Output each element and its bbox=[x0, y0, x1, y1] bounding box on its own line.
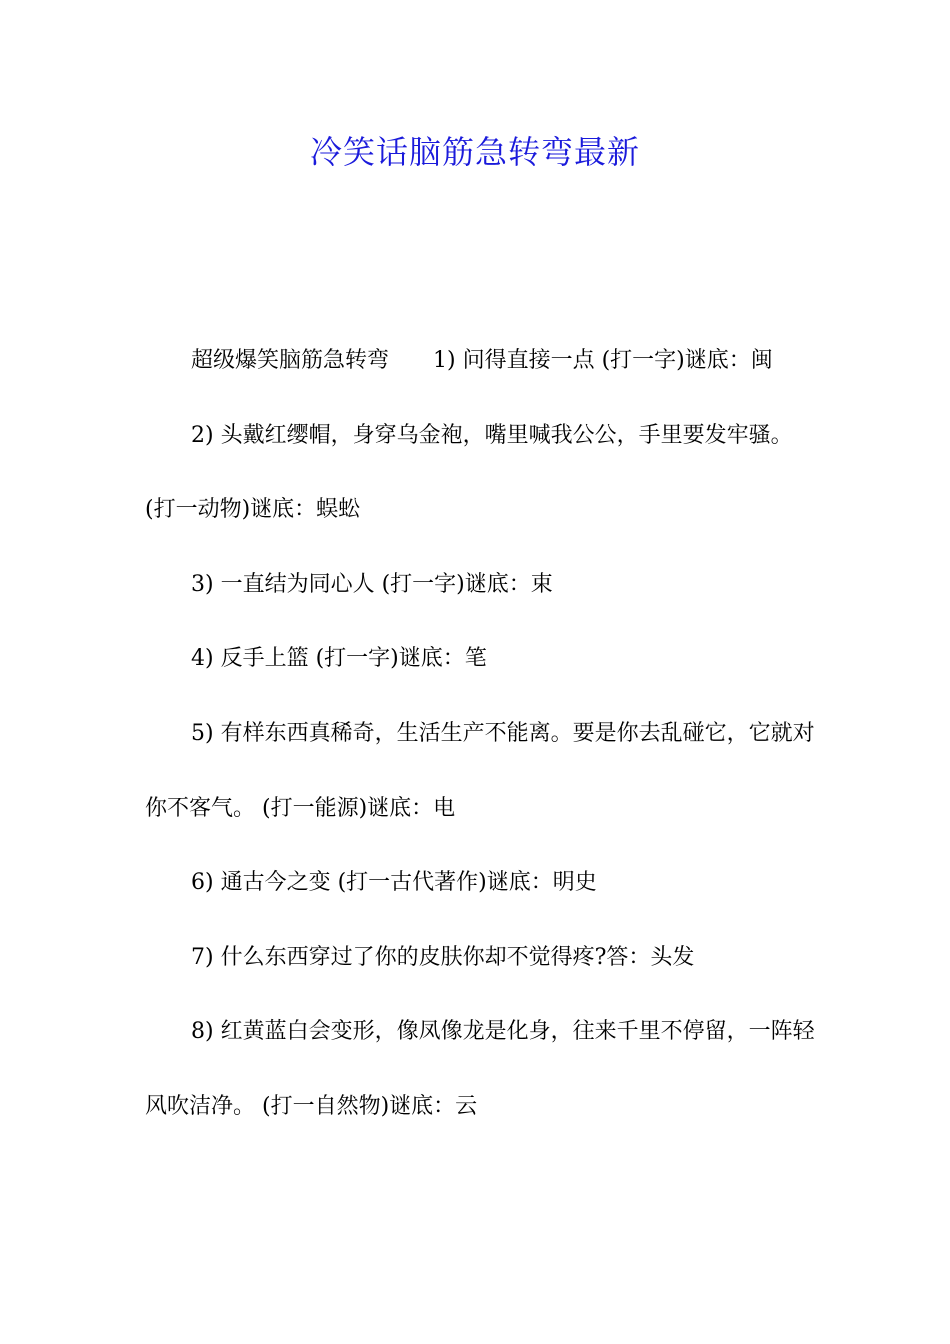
paragraph-5: 5) 有样东西真稀奇，生活生产不能离。要是你去乱碰它，它就对你不客气。 (打一能源)谜底：电 bbox=[145, 720, 815, 821]
paragraph-7: 7) 什么东西穿过了你的皮肤你却不觉得疼?答：头发 bbox=[191, 944, 695, 970]
document-title: 冷笑话脑筋急转弯最新 bbox=[309, 133, 640, 171]
paragraph-2: 2) 头戴红缨帽，身穿乌金袍，嘴里喊我公公，手里要发牢骚。 (打一动物)谜底：蜈蚣 bbox=[145, 422, 793, 523]
paragraph-8: 8) 红黄蓝白会变形，像凤像龙是化身，往来千里不停留，一阵轻风吹洁净。 (打一自然物)谜底：云 bbox=[145, 1019, 815, 1119]
paragraph-3: 3) 一直结为同心人 (打一字)谜底：束 bbox=[191, 571, 553, 597]
paragraph-4: 4) 反手上篮 (打一字)谜底：笔 bbox=[191, 646, 487, 672]
paragraph-6: 6) 通古今之变 (打一古代著作)谜底：明史 bbox=[191, 870, 597, 896]
document-body bbox=[145, 324, 815, 1145]
paragraph-1: 超级爆笑脑筋急转弯 1) 问得直接一点 (打一字)谜底：闽 bbox=[191, 348, 773, 373]
